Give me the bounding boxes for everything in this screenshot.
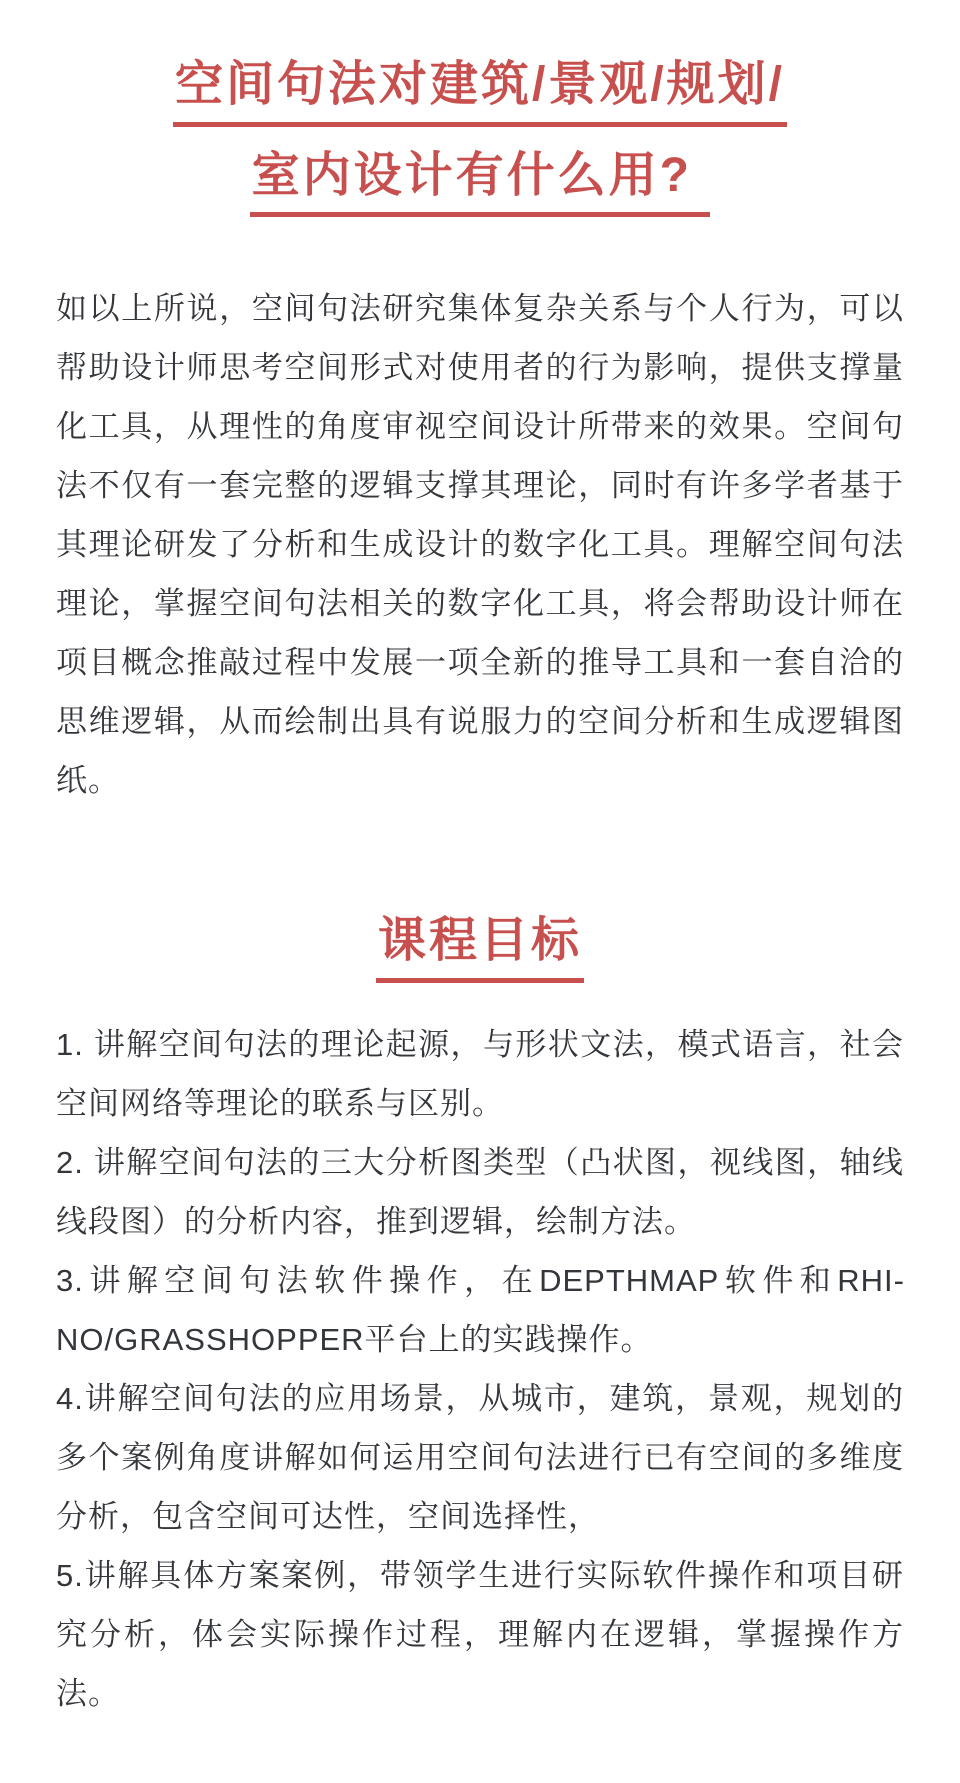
course-goal-item-2: 2. 讲解空间句法的三大分析图类型（凸状图，视线图，轴线线段图）的分析内容，推到逻辑，绘制方法。: [56, 1144, 904, 1239]
page-title-line-1: 空间句法对建筑/景观/规划/: [173, 56, 787, 127]
page-title-line-2: 室内设计有什么用?: [250, 147, 711, 218]
section-heading-text: 课程目标: [376, 912, 584, 983]
page-title: [56, 56, 904, 237]
course-goal-item-3: 3.讲解空间句法软件操作，在DEPTHMAP软件和RHINO/GRASSHOPPER平台上的实践操作。: [56, 1262, 904, 1357]
course-goal-item-4: 4.讲解空间句法的应用场景，从城市，建筑，景观，规划的多个案例角度讲解如何运用空间句法进行已有空间的多维度分析，包含空间可达性，空间选择性，: [56, 1380, 904, 1534]
section-heading-course-goals: [56, 912, 904, 983]
course-goal-item-1: 1. 讲解空间句法的理论起源，与形状文法，模式语言，社会空间网络等理论的联系与区别。: [56, 1026, 904, 1121]
course-goals-list: [56, 1015, 904, 1723]
course-goal-item-5: 5.讲解具体方案案例，带领学生进行实际软件操作和项目研究分析，体会实际操作过程，理解内在逻辑，掌握操作方法。: [56, 1557, 904, 1711]
intro-paragraph: 如以上所说，空间句法研究集体复杂关系与个人行为，可以帮助设计师思考空间形式对使用者的行为影响，提供支撑量化工具，从理性的角度审视空间设计所带来的效果。空间句法不仅有一套完整的逻辑支撑其理论，同时有许多学者基于其理论研发了分析和生成设计的数字化工具。理解空间句法理论，掌握空间句法相关的数字化工具，将会帮助设计师在项目概念推敲过程中发展一项全新的推导工具和一套自洽的思维逻辑，从而绘制出具有说服力的空间分析和生成逻辑图纸。: [56, 291, 904, 799]
